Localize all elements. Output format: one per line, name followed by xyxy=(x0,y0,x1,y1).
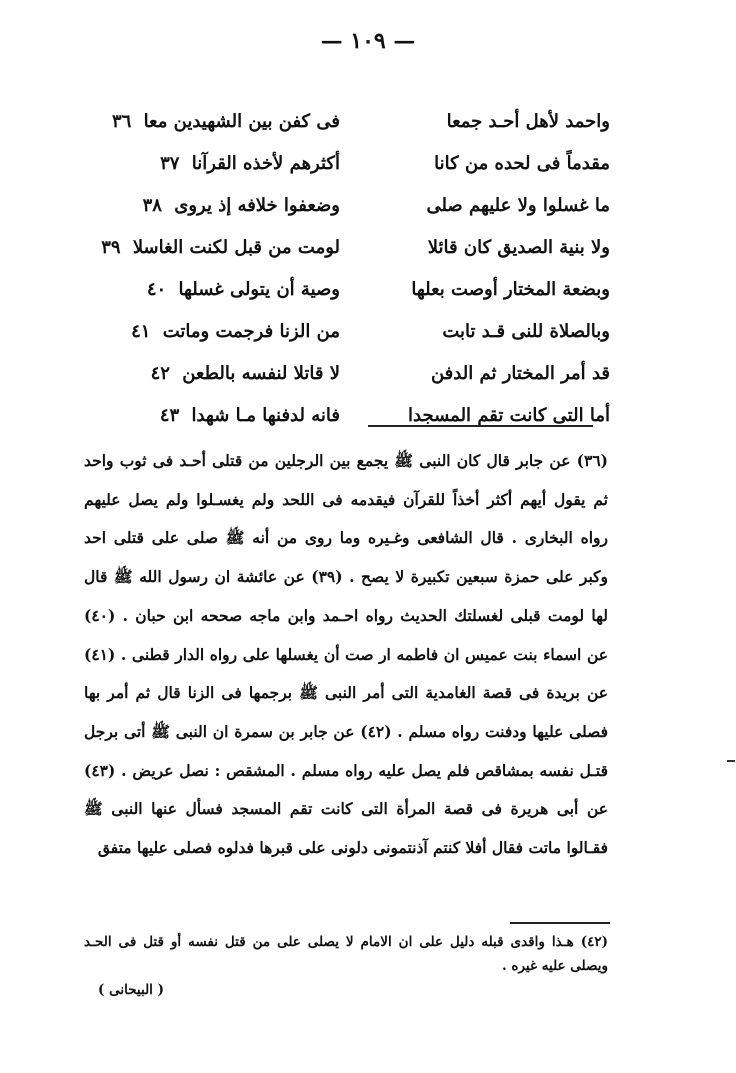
verse xyxy=(110,100,610,142)
verse-second-hemistich xyxy=(110,321,340,342)
verse-first-hemistich: مقدماً فى لحده من كانا xyxy=(434,152,610,174)
verse-second-hemistich xyxy=(110,111,340,132)
verse-text: لومت من قبل لكنت الغاسلا xyxy=(132,236,340,258)
footnote-author: ( البيحانى ) xyxy=(98,982,165,998)
verse-second-hemistich xyxy=(110,195,340,216)
verse-first-hemistich: وبضعة المختار أوصت بعلها xyxy=(411,278,610,300)
verse xyxy=(110,352,610,394)
verse-text: من الزنا فرجمت وماتت xyxy=(162,320,340,342)
verse-first-hemistich: وبالصلاة للنى قـد تابت xyxy=(442,320,610,342)
verse xyxy=(110,184,610,226)
verse-number: ٤١ xyxy=(131,320,151,342)
verse-first-hemistich: ما غسلوا ولا عليهم صلى xyxy=(426,194,610,216)
scan-edge-mark xyxy=(727,760,735,762)
verse-first-hemistich: واحمد لأهل أحـد جمعا xyxy=(446,110,610,132)
verse-second-hemistich xyxy=(110,279,340,300)
poem-divider xyxy=(368,425,593,427)
verse xyxy=(101,226,610,268)
verse-text: فى كفن بين الشهيدين معا xyxy=(143,110,340,132)
verse-first-hemistich: ولا بنية الصديق كان قائلا xyxy=(427,236,610,258)
verse-number: ٤٠ xyxy=(146,278,167,300)
verse-text: فانه لدفنها مـا شهدا xyxy=(191,404,340,426)
verse xyxy=(110,394,610,436)
footnote-divider xyxy=(510,922,610,924)
verse-second-hemistich xyxy=(110,153,340,174)
commentary-text: (٣٦) عن جابر قال كان النبى ﷺ يجمع بين الرجلين من قتلى أحـد فى ثوب واحد ثم يقول أيهم أكثر أخذاً للقرآن فيقدمه فى اللحد ولم يغسـلوا ولم يصل عليهم رواه البخارى . قال الشافعى وغـيره وما روى من أنه ﷺ صلى على قتلى احد وكبر على حمزة سبعين تكبيرة لا يصح . (٣٩) عن عائشة ان رسول الله ﷺ قال لها لومت قبلى لغسلتك الحديث رواه احـمد وابن ماجه صححه ابن حبان . (٤٠) عن اسماء بنت عميس ان فاطمه ار صت أن يغسلها على رواه الدار قطنى . (٤١) عن بريدة فى قصة الغامدية التى أمر النبى ﷺ برجمها فى الزنا قال ثم أمر بها فصلى عليها ودفنت رواه مسلم . (٤٢) عن جابر بن سمرة ان النبى ﷺ أتى برجل قتـل نفسه بمشاقص فلم يصل عليه رواه مسلم . المشقص : نصل عريض . (٤٣) عن أبى هريرة فى قصة المرأة التى كانت تقم المسجد فسأل عنها النبى ﷺ فقـالوا ماتت فقال أفلا كنتم آذنتمونى دلونى على قبرها فدلوه فصلى عليها متفق xyxy=(84,451,608,858)
page-number: — ١٠٩ — xyxy=(320,28,416,54)
verse-number: ٣٦ xyxy=(111,110,132,132)
verse-first-hemistich: أما التى كانت تقم المسجدا xyxy=(408,404,610,426)
verse-text: أكثرهم لأخذه القرآنا xyxy=(191,152,340,174)
footnote-text: (٤٢) هـذا واقدى قبله دليل على ان الامام لا يصلى على من قتل نفسه أو قتل فى الحـد ويصلى عليه غيره . xyxy=(84,934,608,974)
verse-number: ٣٩ xyxy=(101,236,121,258)
verse-number: ٤٣ xyxy=(159,404,180,426)
verse-text: وضعفوا خلافه إذ يروى xyxy=(174,194,340,216)
verse-text: وصية أن يتولى غسلها xyxy=(178,278,340,300)
footnote xyxy=(84,930,608,1002)
verse-second-hemistich xyxy=(110,405,340,426)
verse-number: ٣٧ xyxy=(160,152,180,174)
commentary xyxy=(84,442,608,868)
verse xyxy=(110,310,610,352)
verse-number: ٤٢ xyxy=(150,362,170,384)
verse-first-hemistich: قد أمر المختار ثم الدفن xyxy=(430,362,610,384)
poem xyxy=(101,100,610,436)
verse xyxy=(110,268,610,310)
verse-number: ٣٨ xyxy=(142,194,162,216)
verse-second-hemistich xyxy=(101,236,340,258)
verse-second-hemistich xyxy=(110,363,340,384)
verse-text: لا قاتلا لنفسه بالطعن xyxy=(182,362,340,384)
verse xyxy=(110,142,610,184)
